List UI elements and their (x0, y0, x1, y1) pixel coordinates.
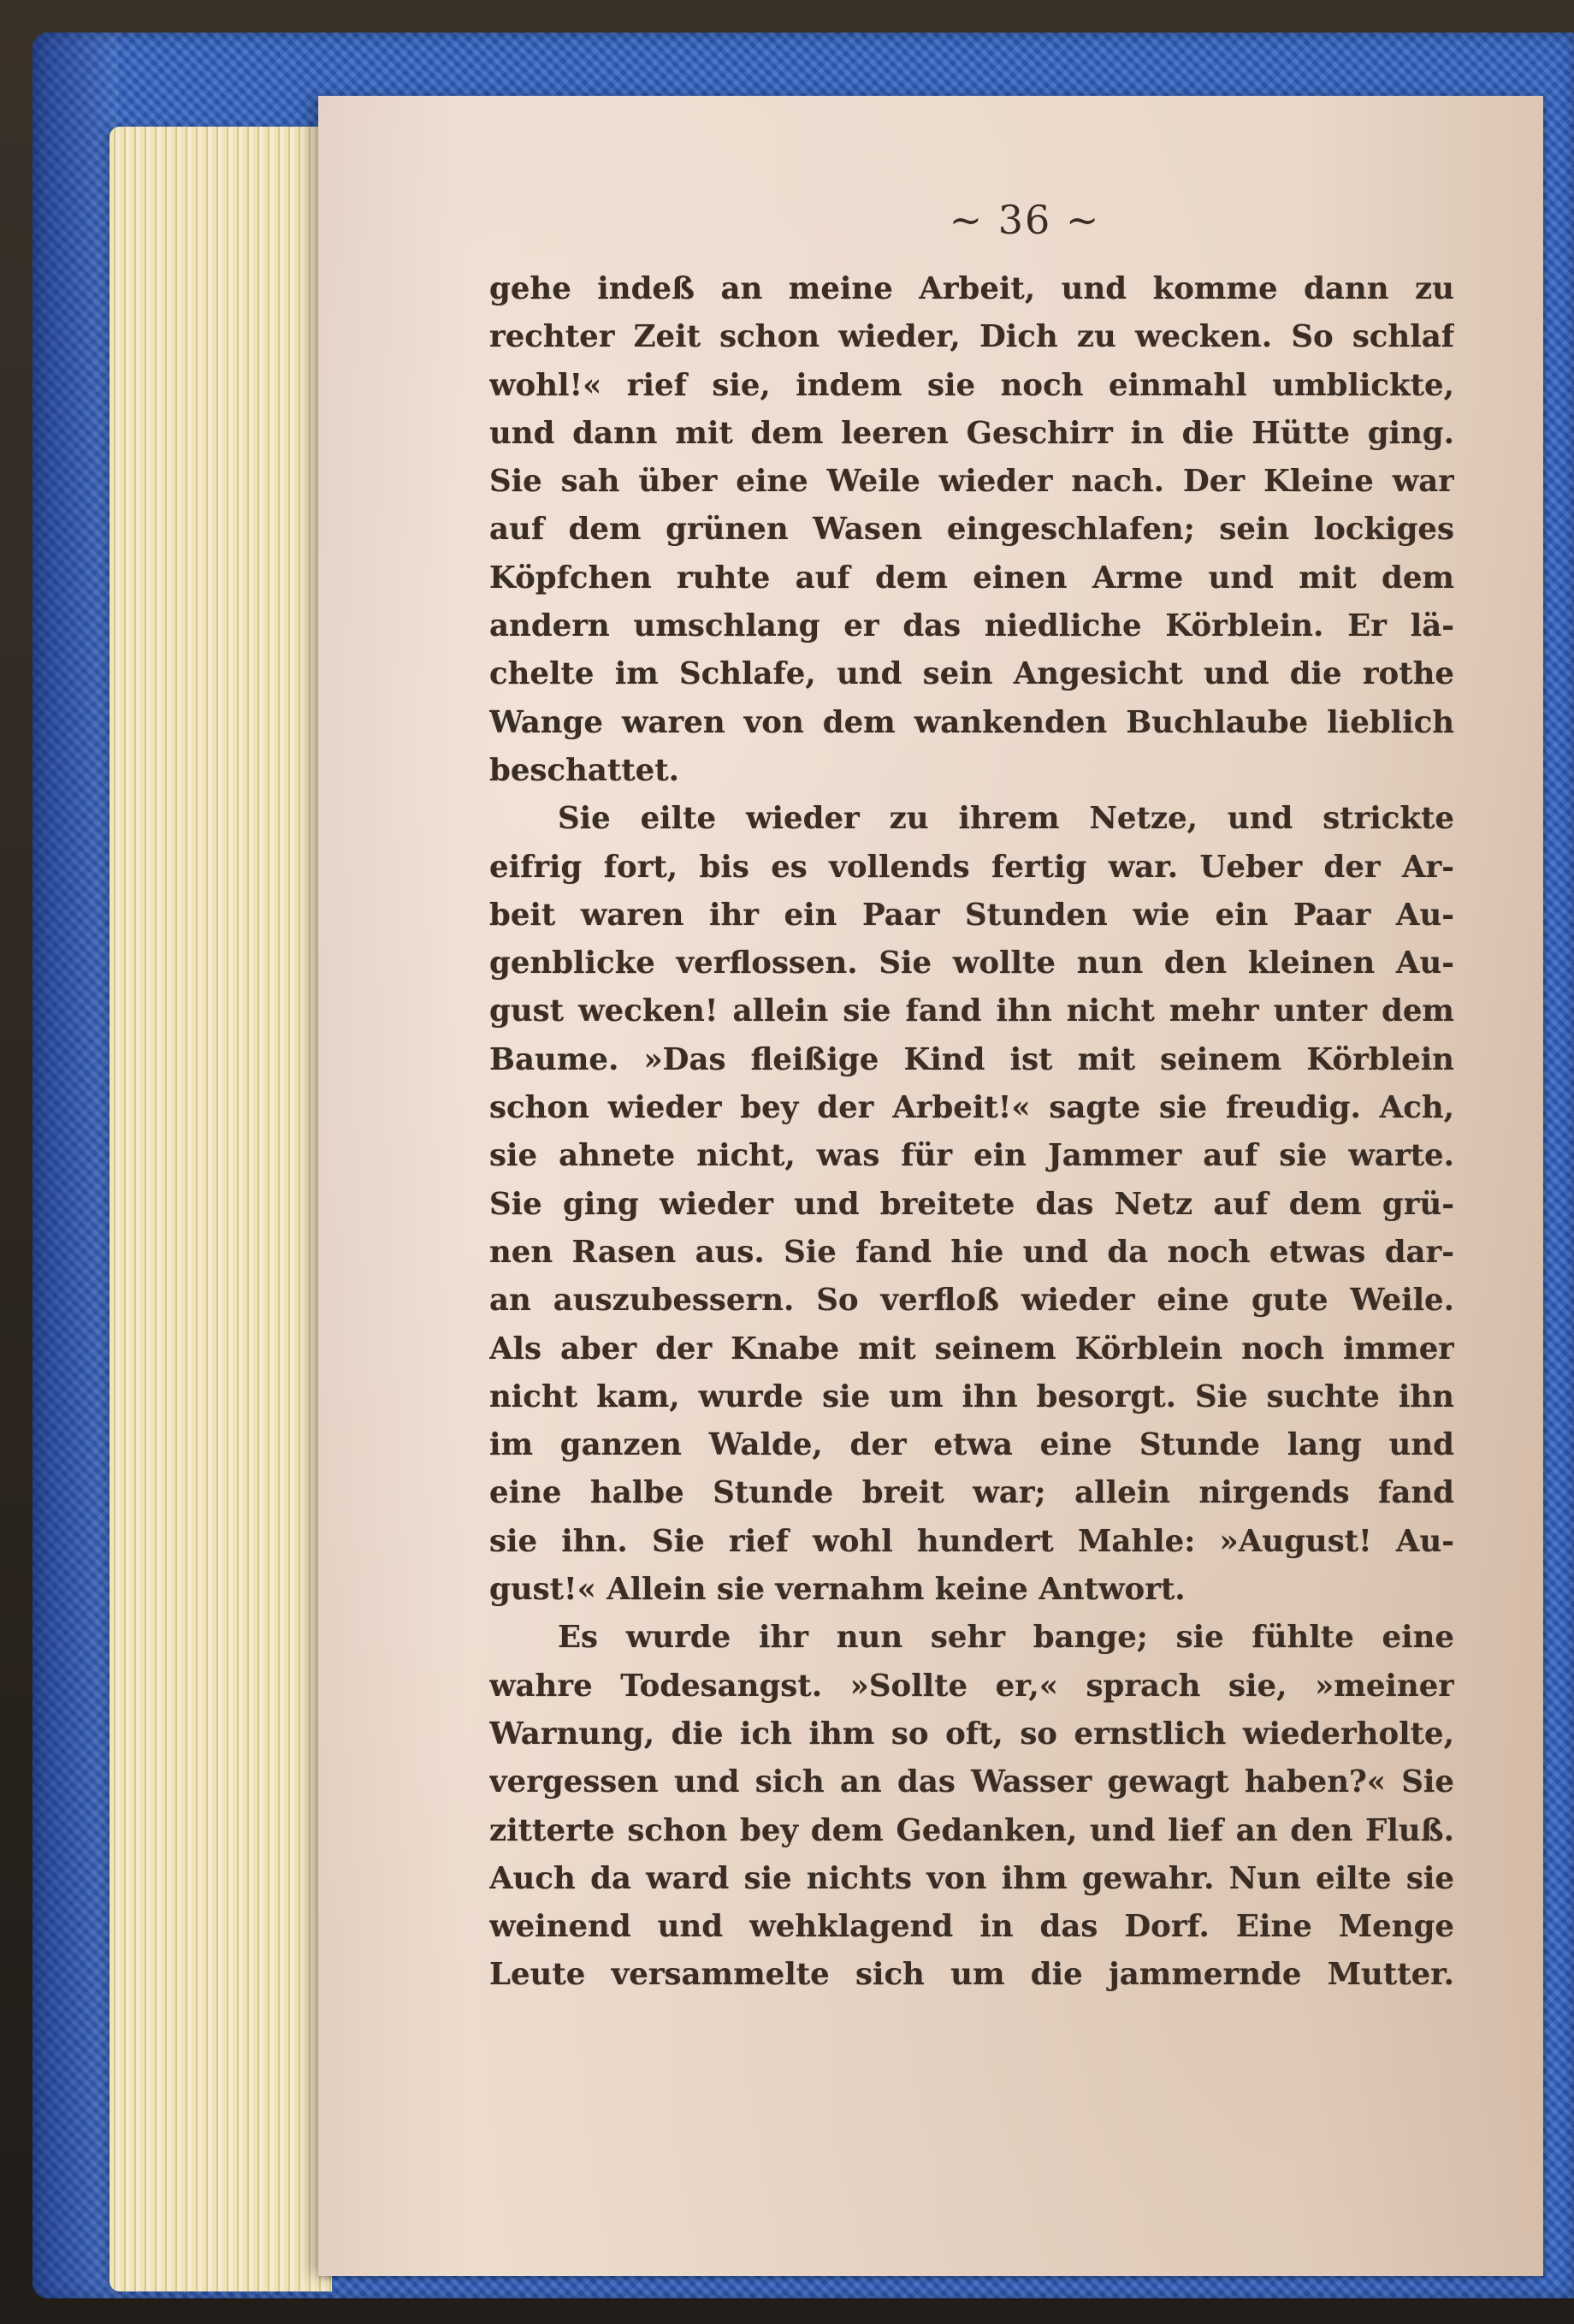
text-line: Sie sah über eine Weile wieder nach. Der Kleine war (489, 464, 1454, 500)
text-line: genblicke verflossen. Sie wollte nun den kleinen Au- (489, 946, 1454, 981)
text-line: nicht kam, wurde sie um ihn besorgt. Sie suchte ihn (489, 1378, 1454, 1414)
text-line: beit waren ihr ein Paar Stunden wie ein Paar Au- (489, 897, 1454, 933)
body-text (489, 265, 1454, 2000)
text-line: zitterte schon bey dem Gedanken, und lief an den Fluß. (489, 1812, 1454, 1848)
text-line: vergessen und sich an das Wasser gewagt haben?« Sie (489, 1764, 1454, 1800)
text-line: wohl!« rief sie, indem sie noch einmahl umblickte, (489, 367, 1454, 403)
text-line: Als aber der Knabe mit seinem Körblein noch immer (489, 1331, 1454, 1367)
page-stack-edges (109, 127, 332, 2291)
book-page (318, 96, 1543, 2276)
text-line: Baume. »Das fleißige Kind ist mit seinem Körblein (489, 1041, 1454, 1077)
text-line: eine halbe Stunde breit war; allein nirgends fand (489, 1475, 1454, 1511)
text-line: sie ihn. Sie rief wohl hundert Mahle: »August! Au- (489, 1523, 1454, 1559)
text-line: beschattet. (489, 752, 679, 788)
text-line: Leute versammelte sich um die jammernde Mutter. (489, 1957, 1454, 1993)
text-line: im ganzen Walde, der etwa eine Stunde lang und (489, 1427, 1454, 1463)
text-line: Wange waren von dem wankenden Buchlaube lieblich (489, 704, 1454, 740)
text-line: Es wurde ihr nun sehr bange; sie fühlte eine (558, 1620, 1454, 1656)
text-line: schon wieder bey der Arbeit!« sagte sie freudig. Ach, (489, 1090, 1454, 1126)
text-line: Köpfchen ruhte auf dem einen Arme und mit dem (489, 560, 1454, 596)
text-line: rechter Zeit schon wieder, Dich zu wecken. So schlaf (489, 319, 1454, 355)
text-line: chelte im Schlafe, und sein Angesicht und die rothe (489, 656, 1454, 692)
text-line: nen Rasen aus. Sie fand hie und da noch etwas dar- (489, 1234, 1454, 1270)
text-line: auf dem grünen Wasen eingeschlafen; sein lockiges (489, 512, 1454, 548)
text-line: Auch da ward sie nichts von ihm gewahr. Nun eilte sie (489, 1860, 1454, 1896)
text-line: eifrig fort, bis es vollends fertig war. Ueber der Ar- (489, 849, 1454, 885)
text-line: gehe indeß an meine Arbeit, und komme dann zu (489, 271, 1454, 306)
text-line: sie ahnete nicht, was für ein Jammer auf sie warte. (489, 1138, 1454, 1174)
cover-spine-shadow (33, 33, 118, 2298)
text-line: gust!« Allein sie vernahm keine Antwort. (489, 1572, 1186, 1608)
text-line: andern umschlang er das niedliche Körblein. Er lä- (489, 608, 1454, 644)
text-line: wahre Todesangst. »Sollte er,« sprach sie, »meiner (489, 1668, 1454, 1704)
text-line: gust wecken! allein sie fand ihn nicht mehr unter dem (489, 993, 1454, 1029)
text-line: Sie eilte wieder zu ihrem Netze, und strickte (558, 801, 1454, 837)
text-line: an auszubessern. So verfloß wieder eine gute Weile. (489, 1283, 1454, 1319)
page-number: ~ 36 ~ (949, 197, 1101, 243)
text-line: Sie ging wieder und breitete das Netz auf dem grü- (489, 1186, 1454, 1222)
text-line: Warnung, die ich ihm so oft, so ernstlich wiederholte, (489, 1716, 1454, 1752)
text-line: weinend und wehklagend in das Dorf. Eine Menge (489, 1909, 1454, 1945)
text-line: und dann mit dem leeren Geschirr in die Hütte ging. (489, 415, 1454, 451)
